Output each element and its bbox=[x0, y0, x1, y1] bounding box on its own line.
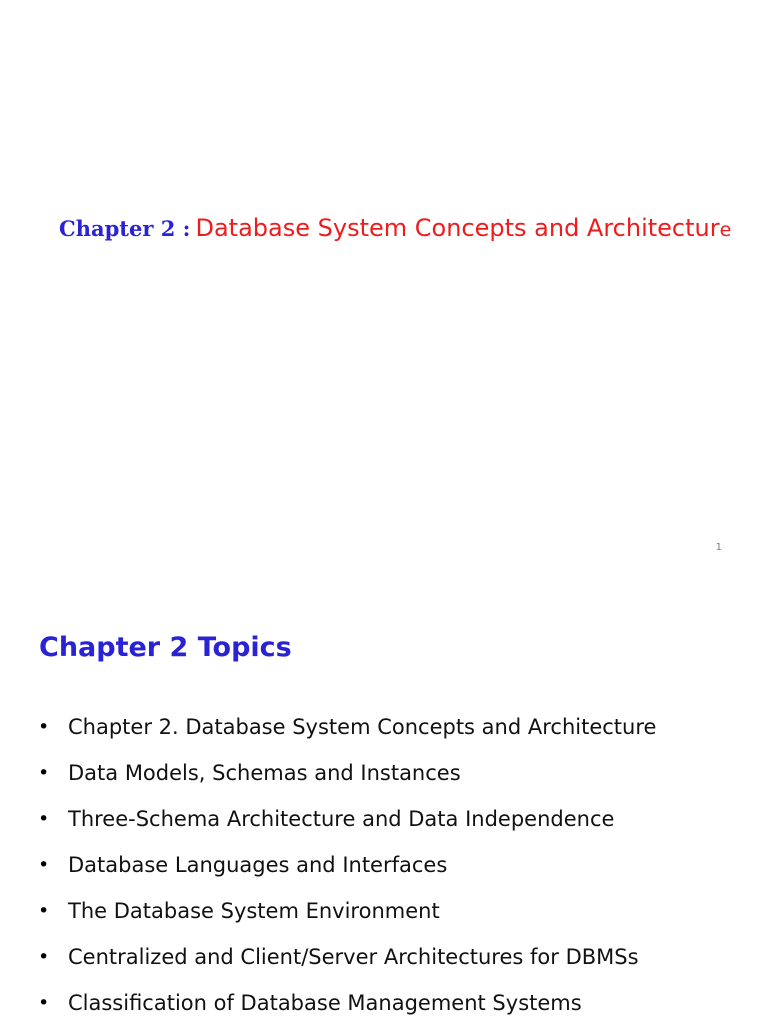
slide-title bbox=[59, 210, 731, 249]
chapter-label: Chapter 2 : bbox=[59, 216, 191, 241]
bullet-icon: • bbox=[38, 946, 50, 968]
chapter-title: Database System Concepts and Architectur bbox=[195, 214, 720, 242]
bullet-icon: • bbox=[38, 900, 50, 922]
page-number: 1 bbox=[715, 542, 722, 553]
topic-text: Three-Schema Architecture and Data Independence bbox=[68, 807, 615, 831]
topics-heading: Chapter 2 Topics bbox=[39, 632, 292, 663]
chapter-title-tail: e bbox=[719, 219, 732, 241]
bullet-icon: • bbox=[38, 808, 50, 830]
bullet-icon: • bbox=[38, 854, 50, 876]
topic-text: Centralized and Client/Server Architectures for DBMSs bbox=[68, 945, 639, 969]
bullet-icon: • bbox=[38, 762, 50, 784]
topic-text: Data Models, Schemas and Instances bbox=[68, 761, 461, 785]
topic-text: Classification of Database Management Systems bbox=[68, 991, 582, 1015]
topics-slide bbox=[0, 576, 768, 1024]
bullet-icon: • bbox=[38, 716, 50, 738]
topic-text: The Database System Environment bbox=[68, 899, 440, 923]
bullet-icon: • bbox=[38, 992, 50, 1014]
topic-text: Database Languages and Interfaces bbox=[68, 853, 448, 877]
topic-text: Chapter 2. Database System Concepts and Architecture bbox=[68, 715, 657, 739]
